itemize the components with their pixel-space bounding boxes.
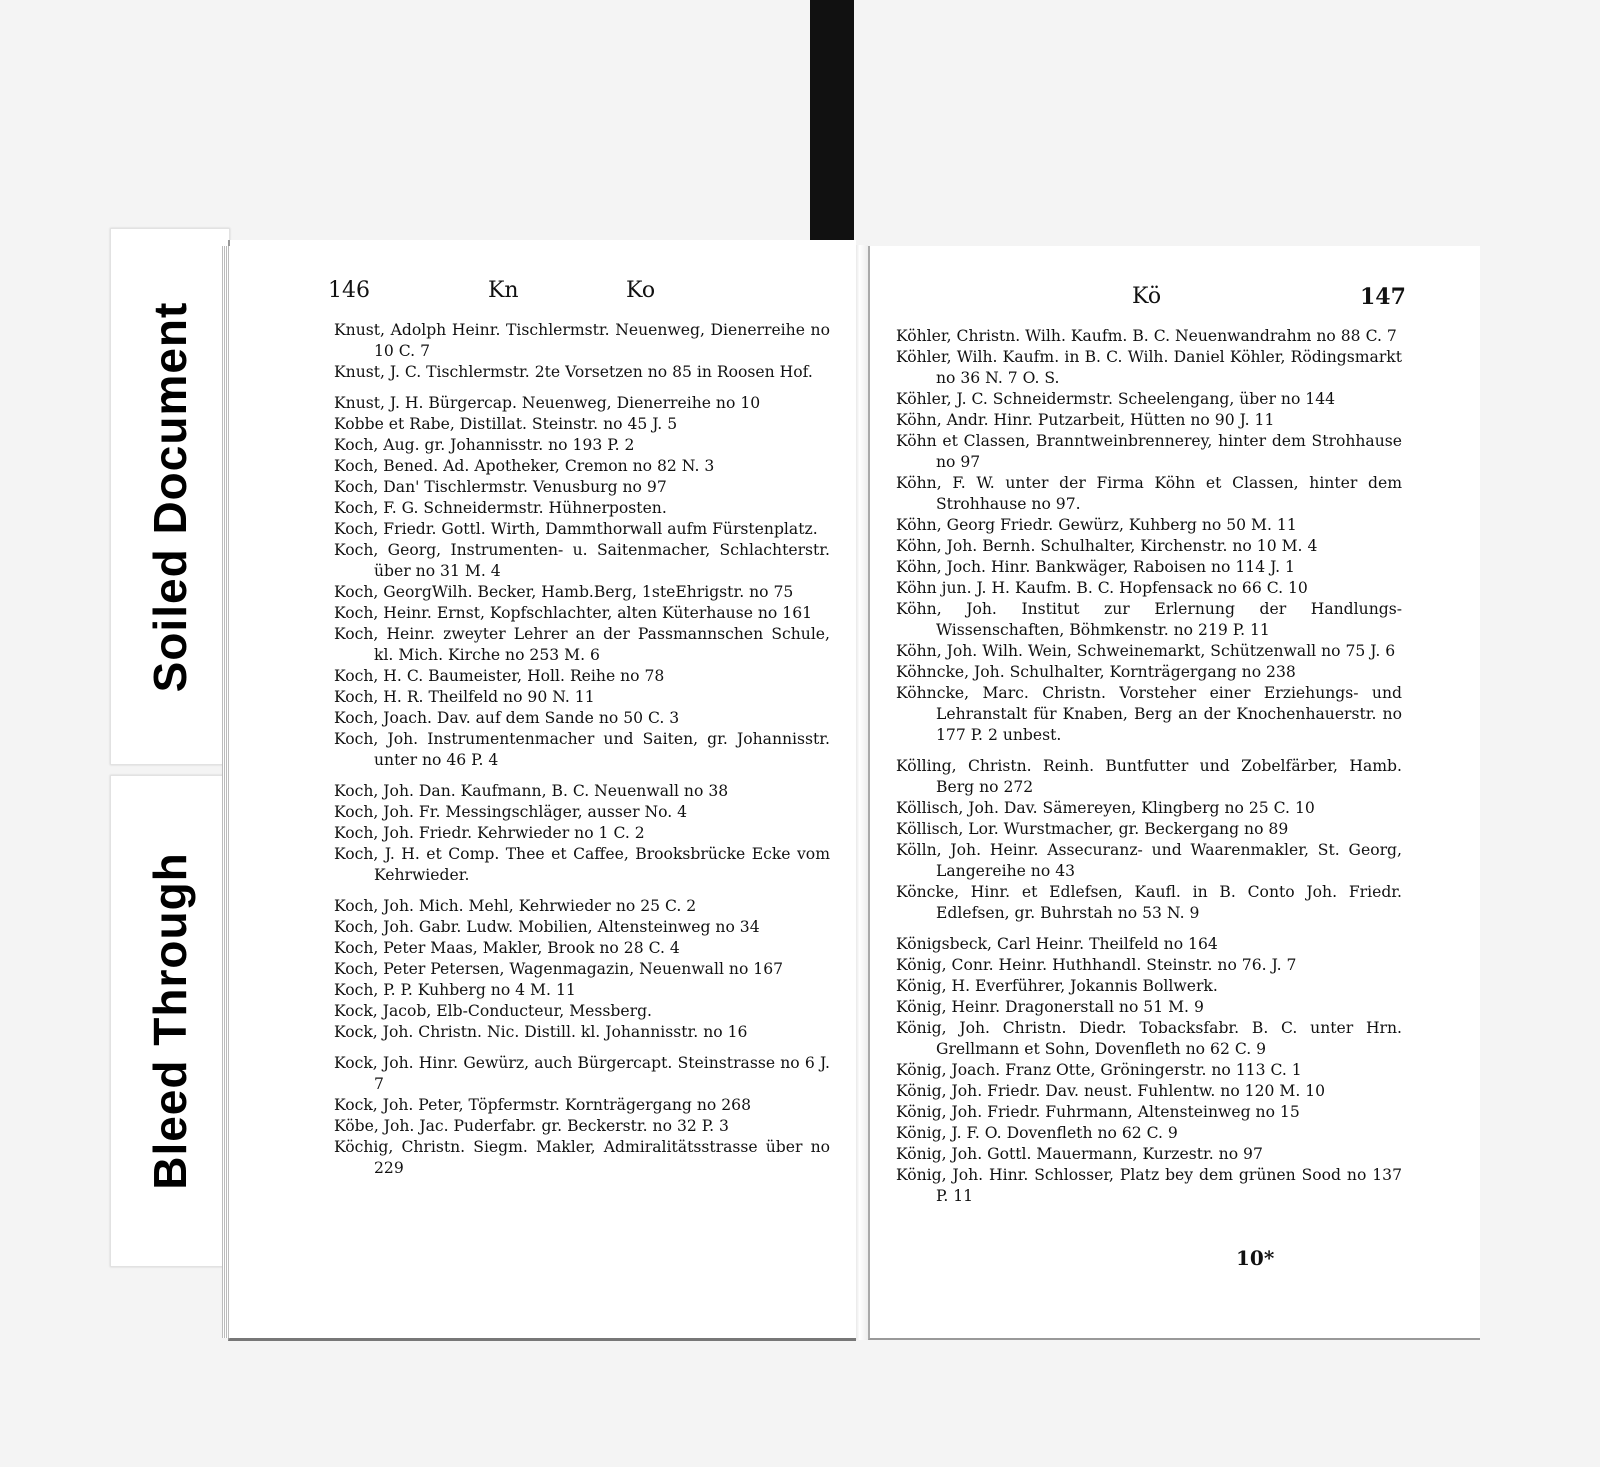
list-item: Koch, Joh. Gabr. Ludw. Mobilien, Altensteinweg no 34 (334, 918, 760, 936)
soiled-document-label (110, 228, 230, 765)
list-item: Kock, Jacob, Elb-Conducteur, Messberg. (334, 1002, 653, 1020)
list-item: Koch, Peter Petersen, Wagenmagazin, Neuenwall no 167 (334, 960, 784, 978)
list-item: Köhncke, Joh. Schulhalter, Kornträgergang no 238 (896, 663, 1296, 681)
list-item: Koch, Joh. Dan. Kaufmann, B. C. Neuenwall no 38 (334, 782, 729, 800)
list-item: König, Conr. Heinr. Huthhandl. Steinstr. no 76. J. 7 (896, 956, 1297, 974)
list-item: Köhler, Wilh. Kaufm. in B. C. Wilh. Daniel Köhler, Rödingsmarkt no 36 N. 7 O. S. (896, 348, 1402, 387)
list-item: Koch, H. R. Theilfeld no 90 N. 11 (334, 688, 595, 706)
left-entry-list (334, 320, 830, 1179)
list-item: Knust, Adolph Heinr. Tischlermstr. Neuenweg, Dienerreihe no 10 C. 7 (334, 321, 830, 360)
list-item: Köllisch, Lor. Wurstmacher, gr. Beckergang no 89 (896, 820, 1289, 838)
list-item: Köhn, Joch. Hinr. Bankwäger, Raboisen no 114 J. 1 (896, 558, 1295, 576)
list-item: Koch, Joh. Instrumentenmacher und Saiten, gr. Johannisstr. unter no 46 P. 4 (334, 730, 830, 769)
list-item: Koch, Joh. Fr. Messingschläger, ausser No. 4 (334, 803, 688, 821)
list-item: Königsbeck, Carl Heinr. Theilfeld no 164 (896, 935, 1218, 953)
list-item: Kock, Joh. Hinr. Gewürz, auch Bürgercapt. Steinstrasse no 6 J. 7 (334, 1054, 830, 1093)
list-item: Köhler, J. C. Schneidermstr. Scheelengang, über no 144 (896, 390, 1336, 408)
list-item: Köhn, Georg Friedr. Gewürz, Kuhberg no 50 M. 11 (896, 516, 1297, 534)
signature-mark: 10* (1236, 1246, 1275, 1270)
list-item: König, Joh. Friedr. Dav. neust. Fuhlentw. no 120 M. 10 (896, 1082, 1326, 1100)
left-running-head-1: Kn (488, 278, 519, 303)
right-entry-list (896, 326, 1402, 1207)
list-item: Koch, Heinr. zweyter Lehrer an der Passmannschen Schule, kl. Mich. Kirche no 253 M. 6 (334, 625, 830, 664)
left-page (228, 240, 856, 1341)
bleed-through-label (110, 775, 230, 1267)
list-item: König, Joh. Hinr. Schlosser, Platz bey dem grünen Sood no 137 P. 11 (896, 1166, 1402, 1205)
list-item: Köncke, Hinr. et Edlefsen, Kaufl. in B. Conto Joh. Friedr. Edlefsen, gr. Buhrstah no 53 N. 9 (896, 883, 1402, 922)
list-item: Koch, Aug. gr. Johannisstr. no 193 P. 2 (334, 436, 635, 454)
right-page-number: 147 (1360, 284, 1406, 310)
list-item: Köhncke, Marc. Christn. Vorsteher einer Erziehungs- und Lehranstalt für Knaben, Berg an der Knochenhauerstr. no 177 P. 2 unbest. (896, 684, 1402, 744)
list-item: Knust, J. C. Tischlermstr. 2te Vorsetzen no 85 in Roosen Hof. (334, 363, 813, 381)
list-item: König, Joh. Gottl. Mauermann, Kurzestr. no 97 (896, 1145, 1263, 1163)
binding-spine-strip (810, 0, 854, 255)
list-item: Kölln, Joh. Heinr. Assecuranz- und Waarenmakler, St. Georg, Langereihe no 43 (896, 841, 1402, 880)
list-item: Koch, P. P. Kuhberg no 4 M. 11 (334, 981, 576, 999)
list-item: Kölling, Christn. Reinh. Buntfutter und Zobelfärber, Hamb. Berg no 272 (896, 757, 1402, 796)
list-item: Köhn, F. W. unter der Firma Köhn et Classen, hinter dem Strohhause no 97. (896, 474, 1402, 513)
list-item: Köhn et Classen, Branntweinbrennerey, hinter dem Strohhause no 97 (896, 432, 1402, 471)
list-item: Kock, Joh. Peter, Töpfermstr. Kornträgergang no 268 (334, 1096, 752, 1114)
left-running-head-2: Ko (626, 278, 656, 303)
list-item: Koch, Peter Maas, Makler, Brook no 28 C. 4 (334, 939, 680, 957)
list-item: Köbe, Joh. Jac. Puderfabr. gr. Beckerstr. no 32 P. 3 (334, 1117, 729, 1135)
list-item: Koch, F. G. Schneidermstr. Hühnerposten. (334, 499, 667, 517)
list-item: Koch, J. H. et Comp. Thee et Caffee, Brooksbrücke Ecke vom Kehrwieder. (334, 845, 830, 884)
list-item: Köhn, Joh. Bernh. Schulhalter, Kirchenstr. no 10 M. 4 (896, 537, 1318, 555)
list-item: Koch, Georg, Instrumenten- u. Saitenmacher, Schlachterstr. über no 31 M. 4 (334, 541, 830, 580)
right-running-head: Kö (1132, 284, 1162, 309)
bleed-through-text: Bleed Through (144, 852, 196, 1190)
list-item: Kock, Joh. Christn. Nic. Distill. kl. Johannisstr. no 16 (334, 1023, 748, 1041)
list-item: Köhn, Andr. Hinr. Putzarbeit, Hütten no 90 J. 11 (896, 411, 1275, 429)
list-item: König, Heinr. Dragonerstall no 51 M. 9 (896, 998, 1204, 1016)
list-item: König, Joh. Christn. Diedr. Tobacksfabr. B. C. unter Hrn. Grellmann et Sohn, Dovenfleth no 62 C. 9 (896, 1019, 1402, 1058)
list-item: König, J. F. O. Dovenfleth no 62 C. 9 (896, 1124, 1178, 1142)
list-item: Koch, Joach. Dav. auf dem Sande no 50 C. 3 (334, 709, 680, 727)
list-item: Kobbe et Rabe, Distillat. Steinstr. no 45 J. 5 (334, 415, 678, 433)
left-page-number: 146 (328, 278, 370, 303)
list-item: Köhn jun. J. H. Kaufm. B. C. Hopfensack no 66 C. 10 (896, 579, 1308, 597)
list-item: Köhn, Joh. Wilh. Wein, Schweinemarkt, Schützenwall no 75 J. 6 (896, 642, 1396, 660)
list-item: Koch, GeorgWilh. Becker, Hamb.Berg, 1steEhrigstr. no 75 (334, 583, 794, 601)
list-item: Köchig, Christn. Siegm. Makler, Admiralitätsstrasse über no 229 (334, 1138, 830, 1177)
list-item: Koch, Joh. Friedr. Kehrwieder no 1 C. 2 (334, 824, 645, 842)
right-page (868, 246, 1480, 1340)
list-item: Koch, Joh. Mich. Mehl, Kehrwieder no 25 C. 2 (334, 897, 697, 915)
list-item: König, H. Everführer, Jokannis Bollwerk. (896, 977, 1218, 995)
list-item: Koch, H. C. Baumeister, Holl. Reihe no 78 (334, 667, 665, 685)
list-item: Koch, Heinr. Ernst, Kopfschlachter, alten Küterhause no 161 (334, 604, 813, 622)
list-item: König, Joh. Friedr. Fuhrmann, Altensteinweg no 15 (896, 1103, 1300, 1121)
list-item: Koch, Bened. Ad. Apotheker, Cremon no 82 N. 3 (334, 457, 715, 475)
list-item: Köllisch, Joh. Dav. Sämereyen, Klingberg no 25 C. 10 (896, 799, 1315, 817)
list-item: Köhn, Joh. Institut zur Erlernung der Handlungs-Wissenschaften, Böhmkenstr. no 219 P. 11 (896, 600, 1402, 639)
soiled-document-text: Soiled Document (144, 301, 196, 692)
list-item: Köhler, Christn. Wilh. Kaufm. B. C. Neuenwandrahm no 88 C. 7 (896, 327, 1397, 345)
list-item: König, Joach. Franz Otte, Gröningerstr. no 113 C. 1 (896, 1061, 1302, 1079)
list-item: Koch, Dan' Tischlermstr. Venusburg no 97 (334, 478, 667, 496)
list-item: Knust, J. H. Bürgercap. Neuenweg, Dienerreihe no 10 (334, 394, 761, 412)
book-gutter (854, 245, 868, 1340)
list-item: Koch, Friedr. Gottl. Wirth, Dammthorwall aufm Fürstenplatz. (334, 520, 818, 538)
